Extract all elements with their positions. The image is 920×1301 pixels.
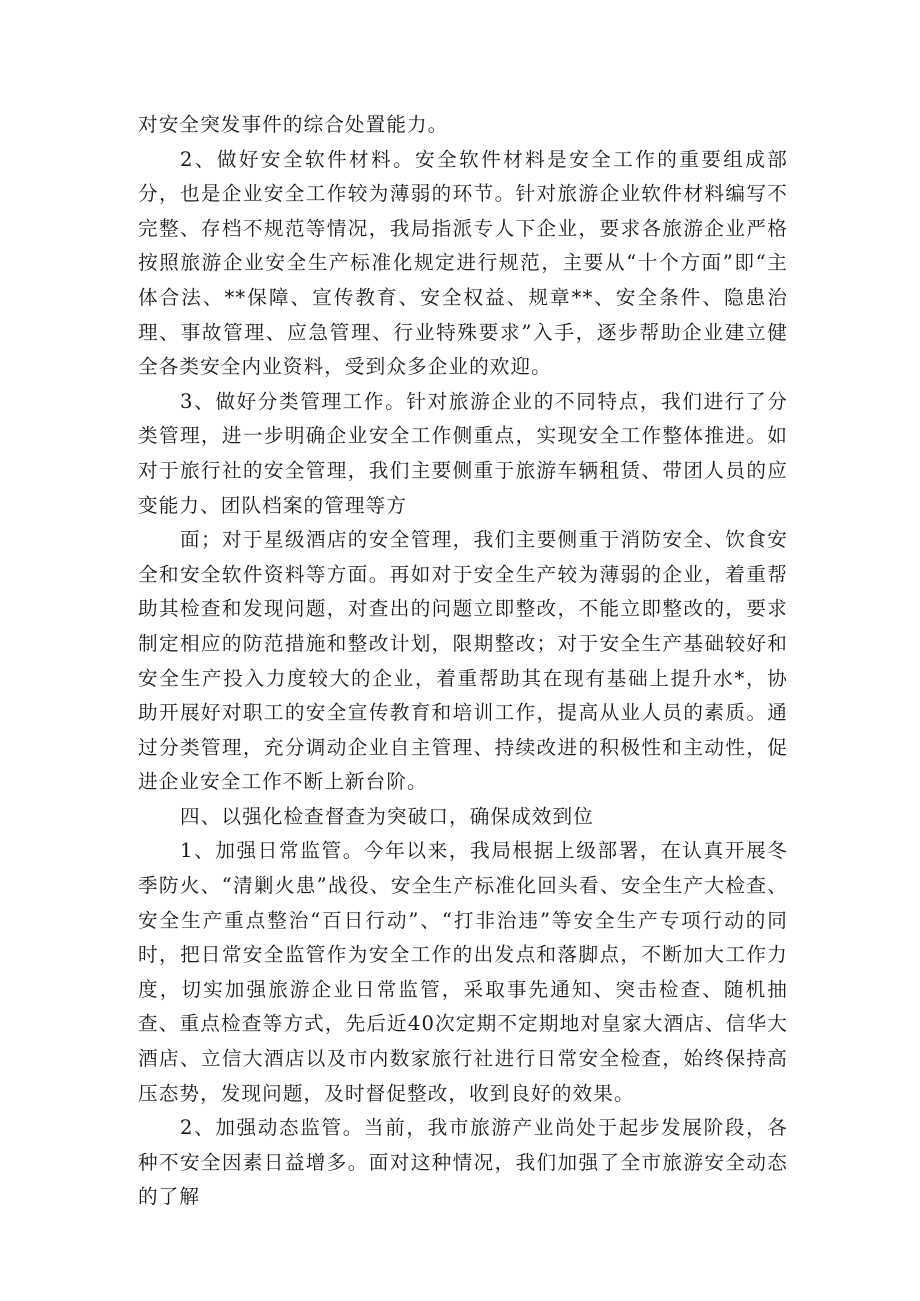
paragraph-daily-supervision: 1、加强日常监管。今年以来，我局根据上级部署，在认真开展冬季防火、“清剿火患”战役、安全生产标准化回头看、安全生产大检查、安全生产重点整治“百日行动”、“打非治违”等安全生产专项行动的同时，把日常安全监管作为安全工作的出发点和落脚点，不断加大工作力度，切实加强旅游企业日常监管，采取事先通知、突击检查、随机抽查、重点检查等方式，先后近40次定期不定期地对皇家大酒店、信华大酒店、立信大酒店以及市内数家旅行社进行日常安全检查，始终保持高压态势，发现问题，及时督促整改，收到良好的效果。 [138,839,788,1105]
document-body [138,108,788,1215]
paragraph-dynamic-supervision: 2、加强动态监管。当前，我市旅游产业尚处于起步发展阶段，各种不安全因素日益增多。面对这种情况，我们加强了全市旅游安全动态的了解 [138,1116,788,1209]
paragraph-continuation: 对安全突发事件的综合处置能力。 [138,113,449,136]
paragraph-classified-management: 3、做好分类管理工作。针对旅游企业的不同特点，我们进行了分类管理，进一步明确企业安全工作侧重点，实现安全工作整体推进。如对于旅行社的安全管理，我们主要侧重于旅游车辆租赁、带团人员的应变能力、团队档案的管理等方 [138,389,788,517]
paragraph-hotel-management: 面；对于星级酒店的安全管理，我们主要侧重于消防安全、饮食安全和安全软件资料等方面。再如对于安全生产较为薄弱的企业，着重帮助其检查和发现问题，对查出的问题立即整改，不能立即整改的，要求制定相应的防范措施和整改计划，限期整改；对于安全生产基础较好和安全生产投入力度较大的企业，着重帮助其在现有基础上提升水*，协助开展好对职工的安全宣传教育和培训工作，提高从业人员的素质。通过分类管理，充分调动企业自主管理、持续改进的积极性和主动性，促进企业安全工作不断上新台阶。 [138,528,788,794]
section-heading-four: 四、以强化检查督查为突破口，确保成效到位 [180,804,594,828]
paragraph-software-materials: 2、做好安全软件材料。安全软件材料是安全工作的重要组成部分，也是企业安全工作较为薄弱的环节。针对旅游企业软件材料编写不完整、存档不规范等情况，我局指派专人下企业，要求各旅游企业严格按照旅游企业安全生产标准化规定进行规范，主要从“十个方面”即“主体合法、**保障、宣传教育、安全权益、规章**、安全条件、隐患治理、事故管理、应急管理、行业特殊要求”入手，逐步帮助企业建立健全各类安全内业资料，受到众多企业的欢迎。 [138,147,788,379]
